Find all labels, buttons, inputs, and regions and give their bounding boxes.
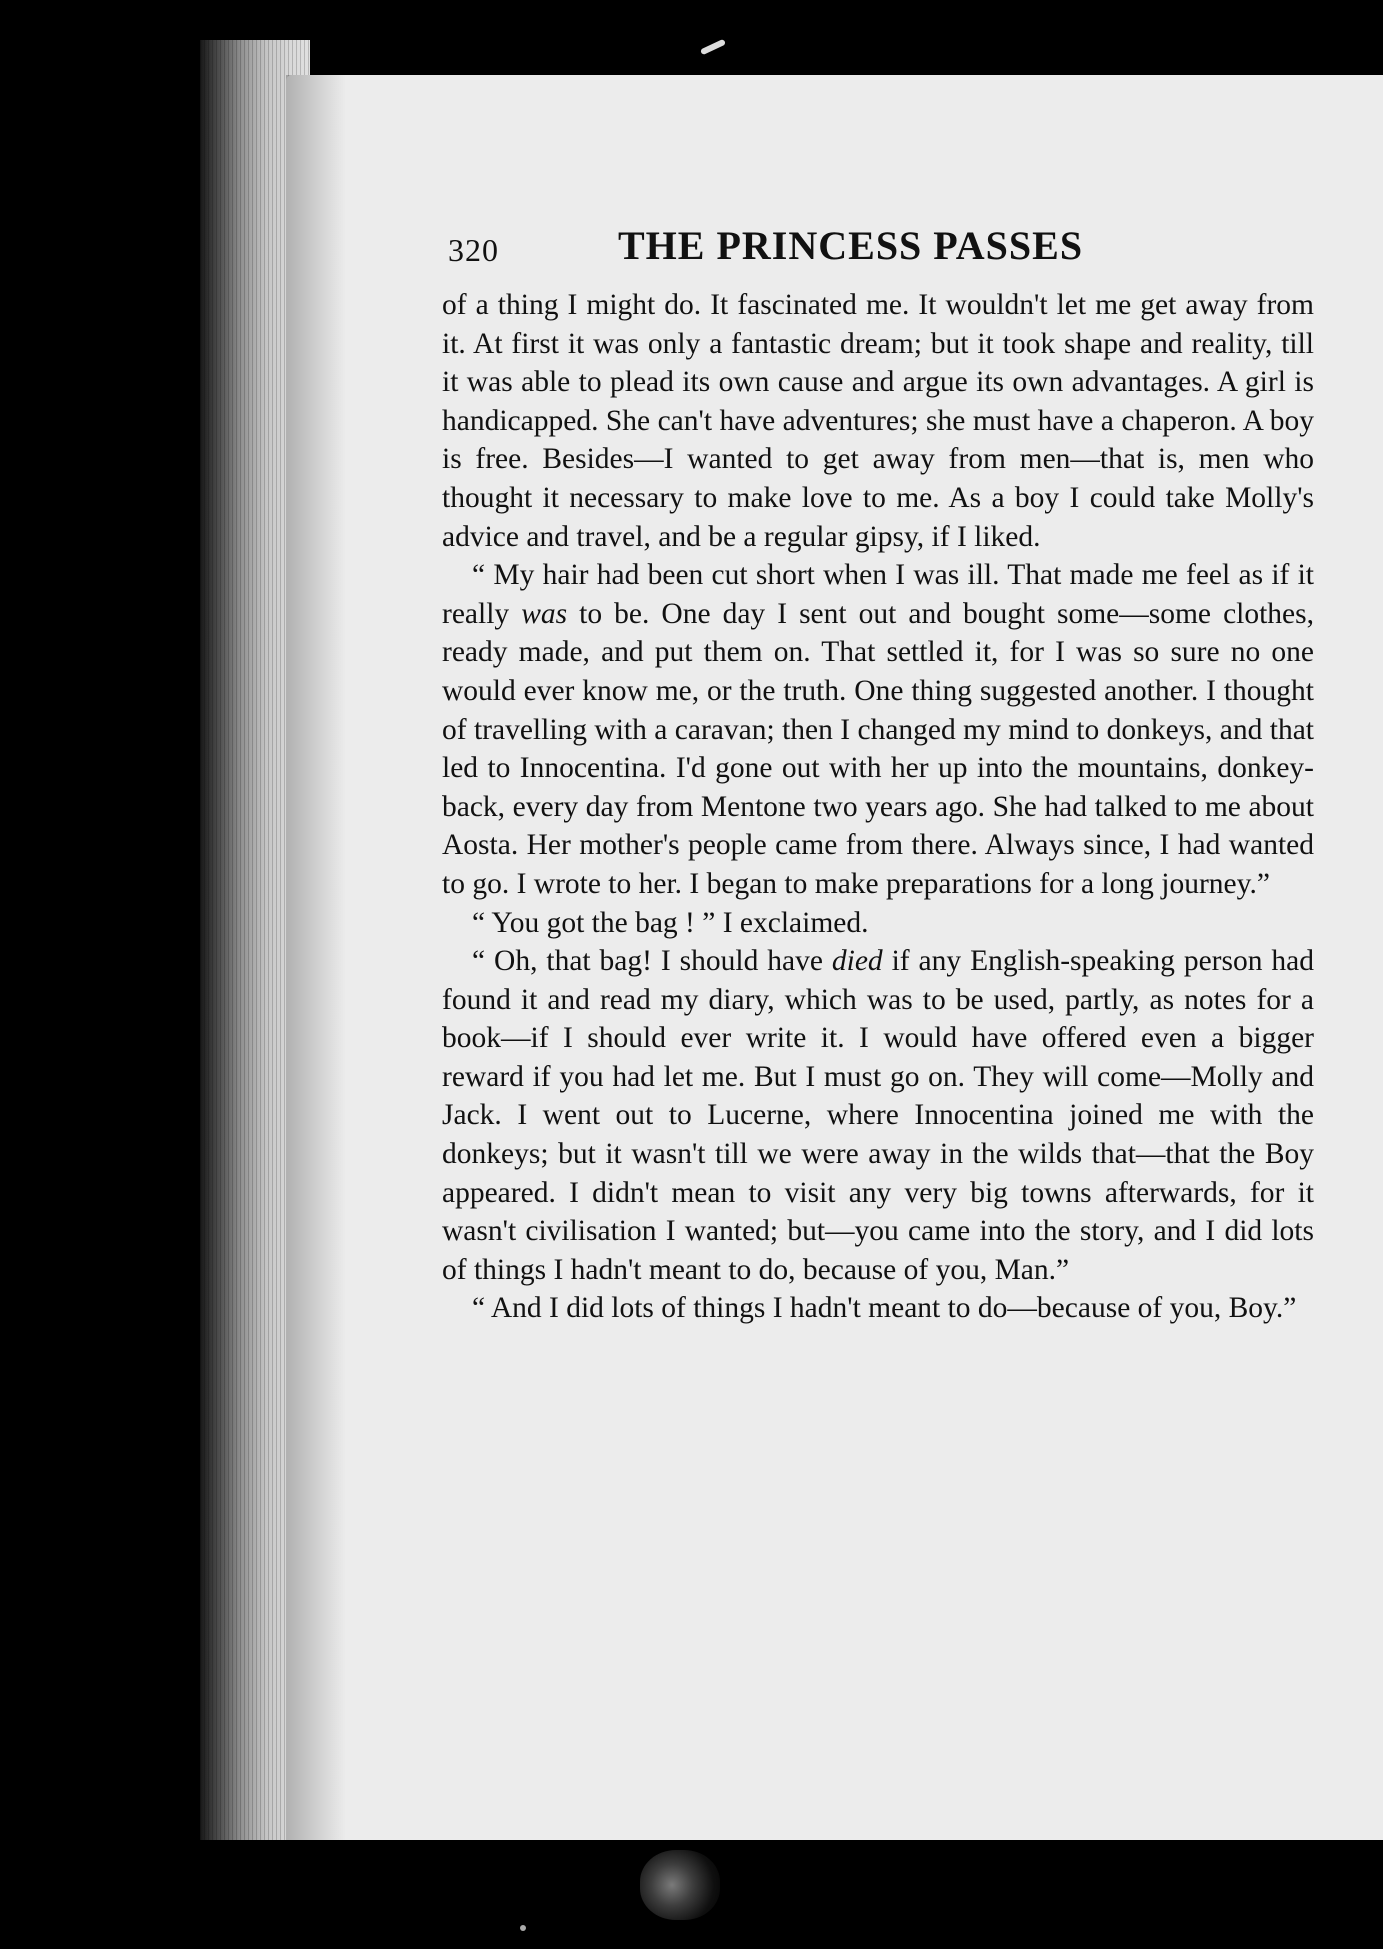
scan-dot xyxy=(520,1925,526,1931)
gutter-shadow xyxy=(286,75,346,1840)
paragraph-text: to be. One day I sent out and bought some—some clothes, ready made, and put them on. That settled it, for I was so sure no one would ever know me, or the truth. One thing suggested another. I thought of travelling with a caravan; then I changed my mind to donkeys, and that led to Innocentina. I'd gone out with her up into the mountains, donkey-back, every day from Mentone two years ago. She had talked to me about Aosta. Her mother's people came from there. Always since, I had wanted to go. I wrote to her. I began to make preparations for a long journey.” xyxy=(442,597,1314,900)
paragraph xyxy=(442,904,1314,943)
italic-word: was xyxy=(521,597,568,630)
paragraph-text: “ My hair had been cut short when I was ill. That made me feel as if it really xyxy=(442,559,1314,630)
paragraph xyxy=(442,942,1314,1289)
page-number: 320 xyxy=(448,232,499,268)
running-head xyxy=(448,222,1308,272)
paragraph-text: of a thing I might do. It fascinated me. It wouldn't let me get away from it. At first it was only a fantastic dream; but it took shape and reality, till it was able to plead its own cause and argue its own advantages. A girl is handicapped. She can't have adventures; she must have a chaperon. A boy is free. Besides—I wanted to get away from men—that is, men who thought it necessary to make love to me. As a boy I could take Molly's advice and travel, and be a regular gipsy, if I liked. xyxy=(442,289,1314,553)
body-text xyxy=(442,286,1314,1328)
paragraph-text: “ And I did lots of things I hadn't meant to do—because of you, Boy.” xyxy=(472,1292,1297,1325)
paragraph xyxy=(442,286,1314,556)
scan-speck xyxy=(700,39,726,55)
paragraph-text: “ Oh, that bag! I should have xyxy=(472,945,832,978)
paragraph xyxy=(442,556,1314,903)
paragraph-text: “ You got the bag ! ” I exclaimed. xyxy=(472,906,869,939)
paragraph-text: if any English-speaking person had found it and read my diary, which was to be used, partly, as notes for a book—if I should ever write it. I would have offered even a bigger reward if you had let me. But I must go on. They will come—Molly and Jack. I went out to Lucerne, where Innocentina joined me with the donkeys; but it wasn't till we were away in the wilds that—that the Boy appeared. I didn't mean to visit any very big towns afterwards, for it wasn't civilisation I wanted; but—you came into the story, and I did lots of things I hadn't meant to do, because of you, Man.” xyxy=(442,945,1314,1286)
scan-smudge xyxy=(640,1850,720,1920)
paragraph xyxy=(442,1289,1314,1328)
italic-word: died xyxy=(831,945,883,978)
book-title: THE PRINCESS PASSES xyxy=(618,223,1084,268)
